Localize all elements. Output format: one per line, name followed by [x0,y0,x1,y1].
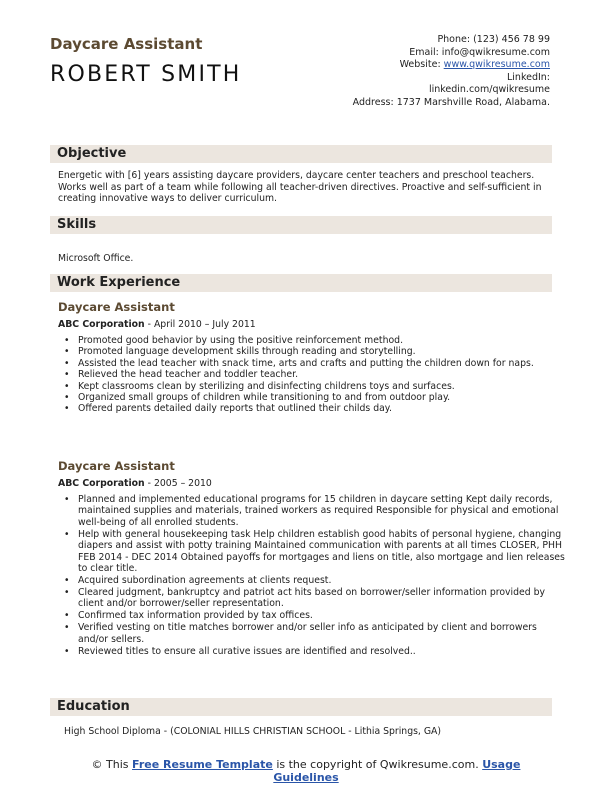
list-item: • Verified vesting on title matches borrower and/or seller info as anticipated by client and borrowers and/or sellers. [78,622,568,645]
skills-text: Microsoft Office. [58,253,134,264]
list-item: • Assisted the lead teacher with snack time, arts and crafts and putting the children down for naps. [78,358,568,369]
list-item: • Cleared judgment, bankruptcy and patriot act hits based on borrower/seller information provided by client and/or borrower/seller representation. [78,587,568,610]
contact-block [300,34,550,110]
list-item: • Acquired subordination agreements at clients request. [78,575,568,586]
job-1-title: Daycare Assistant [58,300,175,314]
contact-email: Email: info@qwikresume.com [409,46,550,58]
education-text: High School Diploma - (COLONIAL HILLS CHRISTIAN SCHOOL - Lithia Springs, GA) [64,726,442,737]
job-1-meta [58,319,256,330]
job-2-company: ABC Corporation [58,478,145,489]
list-item: • Confirmed tax information provided by tax offices. [78,610,568,621]
usage-guidelines-link[interactable]: Usage Guidelines [273,758,521,784]
job-2-title: Daycare Assistant [58,459,175,473]
job-2-bullets [58,494,568,658]
candidate-name: ROBERT SMITH [50,62,242,87]
work-experience-heading: Work Experience [50,274,552,292]
list-item: • Organized small groups of children while transitioning to and from outdoor play. [78,392,568,403]
list-item: • Planned and implemented educational programs for 15 children in daycare setting Kept daily records, maintained supplies and materials, trained workers as required Responsible for physical and emotional well-being of all enrolled students. [78,494,568,528]
contact-linkedin: linkedin.com/qwikresume [428,84,550,96]
website-label: Website: [399,59,444,71]
free-resume-template-link[interactable]: Free Resume Template [132,758,273,771]
job-title: Daycare Assistant [50,35,203,53]
website-link[interactable]: www.qwikresume.com [443,59,550,71]
footer-middle: is the copyright of Qwikresume.com. [272,758,483,771]
footer-prefix: © This [91,758,133,771]
list-item: • Promoted good behavior by using the positive reinforcement method. [78,335,568,346]
contact-phone: Phone: (123) 456 78 99 [437,34,550,45]
list-item: • Kept classrooms clean by sterilizing and disinfecting childrens toys and surfaces. [78,381,568,392]
job-2-dates: - 2005 – 2010 [144,478,212,489]
list-item: • Promoted language development skills through reading and storytelling. [78,346,568,357]
copyright-footer [80,758,532,784]
job-2-meta [58,478,212,489]
list-item: • Relieved the head teacher and toddler teacher. [78,369,568,380]
job-1-bullets [58,335,568,415]
education-heading: Education [50,698,552,716]
contact-website [300,59,550,72]
list-item: • Offered parents detailed daily reports that outlined their childs day. [78,403,568,414]
skills-heading: Skills [50,216,552,234]
contact-linkedin-label: LinkedIn: [506,71,550,83]
contact-address: Address: 1737 Marshville Road, Alabama. [352,96,550,108]
list-item: • Help with general housekeeping task Help children establish good habits of personal hygiene, changing diapers and assist with potty training Maintained communication with parents at all times CLOSER, PHH FEB 2014 - DEC 2014 Obtained payoffs for mortgages and liens on title, also mortgage and lien releases to clear title. [78,529,568,575]
list-item: • Reviewed titles to ensure all curative issues are identified and resolved.. [78,646,568,657]
objective-text: Energetic with [6] years assisting daycare providers, daycare center teachers and preschool teachers. Works well as part of a team while following all teacher-driven directives. Proactive and self-sufficient in creating innovative ways to deliver curriculum. [58,170,542,205]
job-1-company: ABC Corporation [58,319,145,330]
job-1-dates: - April 2010 – July 2011 [144,319,256,330]
objective-heading: Objective [50,145,552,163]
